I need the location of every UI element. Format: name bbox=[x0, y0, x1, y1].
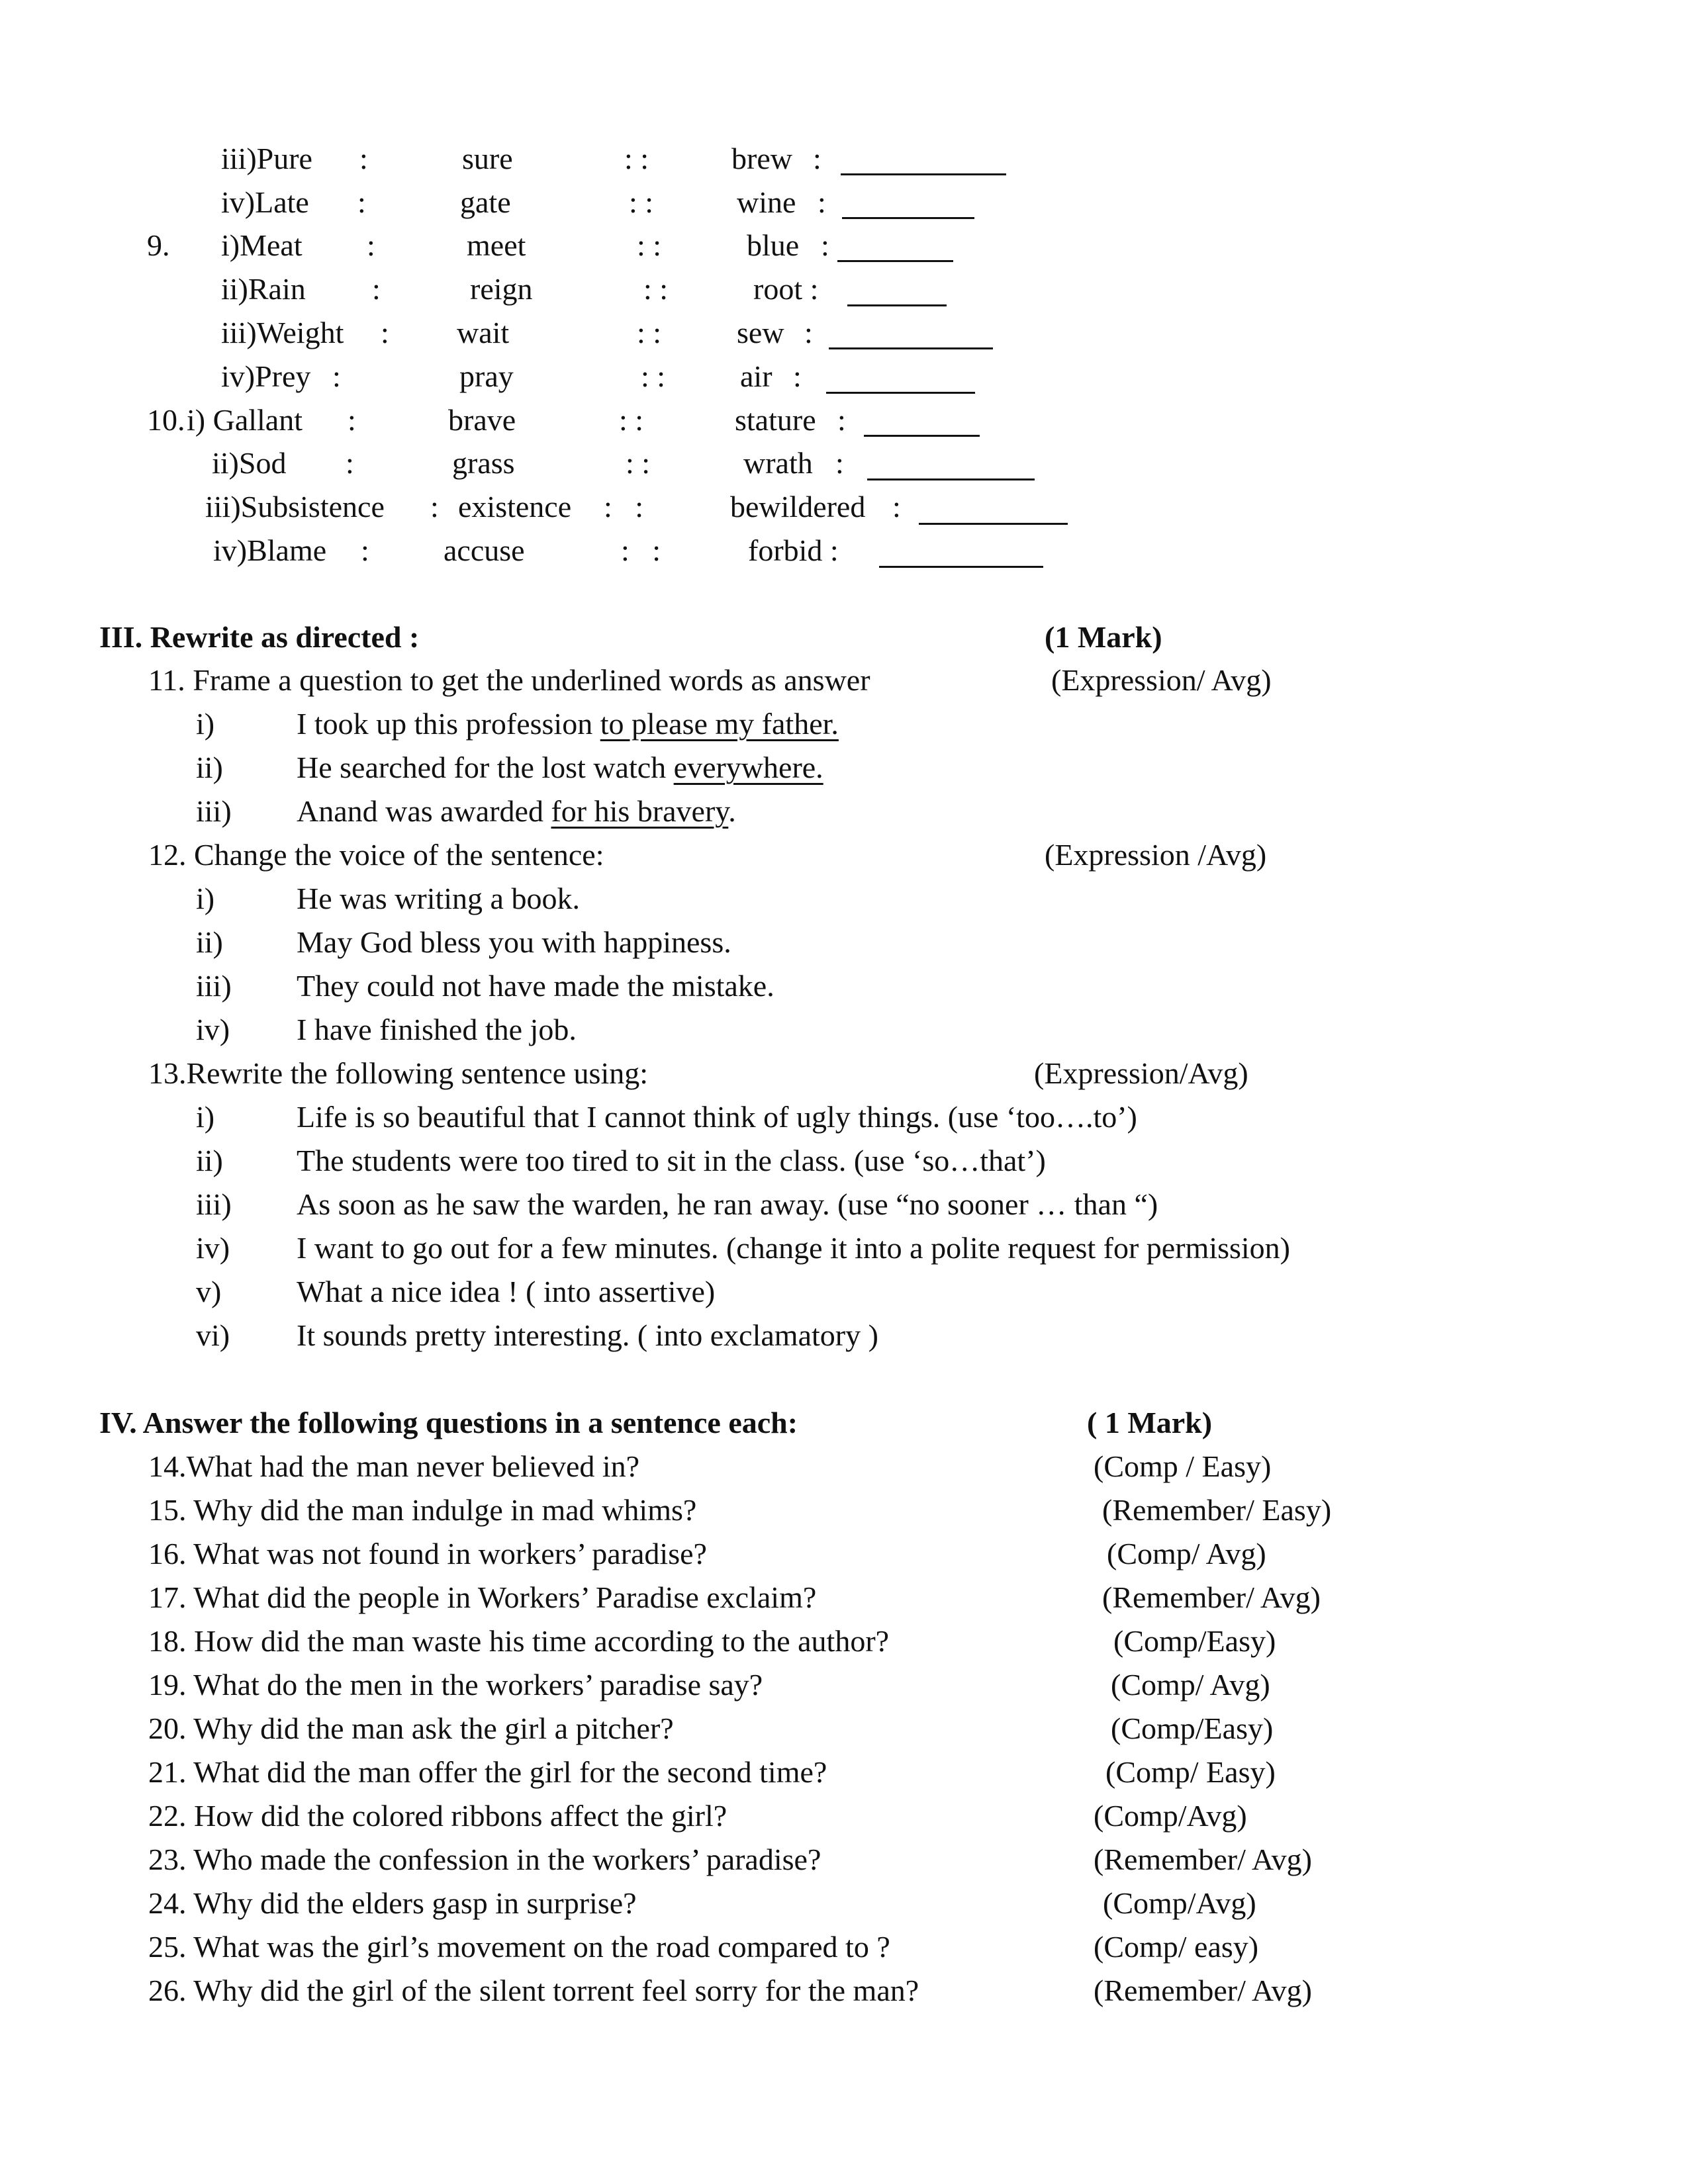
question-text: 26. Why did the girl of the silent torrent feel sorry for the man? bbox=[148, 1974, 919, 2007]
item-text: It sounds pretty interesting. ( into exclamatory ) bbox=[297, 1318, 878, 1352]
question-text: 21. What did the man offer the girl for the second time? bbox=[148, 1755, 827, 1789]
item-text-plain: He searched for the lost watch bbox=[297, 751, 674, 784]
question-text: 14.What had the man never believed in? bbox=[148, 1449, 640, 1483]
question-tag: (Expression/Avg) bbox=[1034, 1056, 1248, 1090]
question-text: 18. How did the man waste his time according to the author? bbox=[148, 1624, 890, 1658]
question-text: 11. Frame a question to get the underlined words as answer bbox=[148, 663, 870, 697]
analogy-word: brave bbox=[448, 403, 516, 437]
item-number: iii) bbox=[196, 1187, 232, 1221]
analogy-label: iv)Late bbox=[221, 185, 309, 219]
analogy-word: gate bbox=[460, 185, 511, 219]
item-number: v) bbox=[196, 1275, 222, 1308]
analogy-colon: : bbox=[892, 490, 901, 523]
analogy-word: reign bbox=[470, 272, 533, 306]
analogy-word: forbid : bbox=[748, 533, 839, 567]
item-number: ii) bbox=[196, 1144, 223, 1177]
analogy-colon: : bbox=[793, 359, 802, 393]
analogy-separator: : : bbox=[619, 403, 644, 437]
analogy-separator: : : bbox=[637, 316, 662, 349]
section-marks: ( 1 Mark) bbox=[1087, 1406, 1213, 1439]
analogy-colon: : bbox=[381, 316, 389, 349]
analogy-word: stature bbox=[735, 403, 816, 437]
underlined-answer: everywhere. bbox=[673, 751, 823, 784]
analogy-colon: : bbox=[361, 533, 369, 567]
item-number: vi) bbox=[196, 1318, 230, 1352]
item-text-plain: . bbox=[728, 794, 736, 828]
analogy-word: existence bbox=[458, 490, 572, 523]
analogy-word: air bbox=[740, 359, 773, 393]
answer-blank[interactable] bbox=[867, 478, 1035, 480]
analogy-colon: : bbox=[357, 185, 366, 219]
question-tag: (Comp/ easy) bbox=[1094, 1930, 1259, 1964]
item-number: ii) bbox=[196, 751, 223, 784]
analogy-colon: : bbox=[821, 228, 829, 262]
analogy-separator: : : bbox=[629, 185, 654, 219]
analogy-word: brew bbox=[731, 142, 792, 175]
answer-blank[interactable] bbox=[842, 217, 974, 219]
question-text: 23. Who made the confession in the workers’ paradise? bbox=[148, 1843, 821, 1876]
analogy-label: iv)Blame bbox=[213, 533, 327, 567]
analogy-word: sure bbox=[462, 142, 513, 175]
item-text: The students were too tired to sit in the class. (use ‘so…that’) bbox=[297, 1144, 1046, 1177]
question-tag: (Comp/ Easy) bbox=[1105, 1755, 1276, 1789]
answer-blank[interactable] bbox=[919, 523, 1068, 525]
analogy-label: ii)Sod bbox=[212, 446, 287, 480]
analogy-label: i) Gallant bbox=[187, 403, 303, 437]
answer-blank[interactable] bbox=[826, 392, 975, 394]
item-number: iii) bbox=[196, 969, 232, 1003]
question-tag: (Remember/ Easy) bbox=[1102, 1493, 1332, 1527]
analogy-colon: : bbox=[372, 272, 381, 306]
question-text: 12. Change the voice of the sentence: bbox=[148, 838, 604, 872]
item-text bbox=[297, 793, 736, 830]
analogy-word: grass bbox=[452, 446, 515, 480]
analogy-word: pray bbox=[459, 359, 514, 393]
analogy-colon: : bbox=[818, 185, 826, 219]
analogy-colon: : bbox=[359, 142, 368, 175]
analogy-word: wine bbox=[737, 185, 796, 219]
item-text bbox=[297, 705, 839, 743]
question-text: 24. Why did the elders gasp in surprise? bbox=[148, 1886, 637, 1920]
analogy-separator: : : bbox=[626, 446, 651, 480]
answer-blank[interactable] bbox=[837, 260, 953, 262]
question-tag: (Comp/Avg) bbox=[1103, 1886, 1256, 1920]
question-text: 16. What was not found in workers’ paradise? bbox=[148, 1537, 707, 1570]
item-number: iv) bbox=[196, 1231, 230, 1265]
item-text: They could not have made the mistake. bbox=[297, 969, 774, 1003]
item-text-plain: Anand was awarded bbox=[297, 794, 551, 828]
section-heading: III. Rewrite as directed : bbox=[99, 620, 420, 654]
item-number: iii) bbox=[196, 794, 232, 828]
analogy-word: accuse bbox=[444, 533, 525, 567]
question-tag: (Expression/ Avg) bbox=[1051, 663, 1272, 697]
analogy-label: iii)Weight bbox=[221, 316, 344, 349]
section-marks: (1 Mark) bbox=[1045, 620, 1162, 654]
item-text: He was writing a book. bbox=[297, 882, 580, 915]
item-text-plain: I took up this profession bbox=[297, 707, 600, 741]
item-text: May God bless you with happiness. bbox=[297, 925, 731, 959]
question-tag: (Remember/ Avg) bbox=[1102, 1580, 1321, 1614]
analogy-colon: : bbox=[804, 316, 813, 349]
analogy-colon: : bbox=[332, 359, 341, 393]
analogy-word: sew bbox=[737, 316, 784, 349]
answer-blank[interactable] bbox=[847, 304, 947, 306]
question-text: 17. What did the people in Workers’ Paradise exclaim? bbox=[148, 1580, 817, 1614]
analogy-label: iv)Prey bbox=[221, 359, 311, 393]
underlined-answer: to please my father. bbox=[600, 707, 839, 741]
analogy-separator: : : bbox=[643, 272, 669, 306]
item-number: i) bbox=[196, 882, 215, 915]
question-number: 10. bbox=[147, 403, 185, 437]
item-number: i) bbox=[196, 1100, 215, 1134]
analogy-colon: : bbox=[348, 403, 356, 437]
question-text: 22. How did the colored ribbons affect the girl? bbox=[148, 1799, 727, 1833]
question-text: 19. What do the men in the workers’ paradise say? bbox=[148, 1668, 763, 1702]
answer-blank[interactable] bbox=[864, 435, 980, 437]
question-tag: (Comp / Easy) bbox=[1094, 1449, 1272, 1483]
item-text: Life is so beautiful that I cannot think of ugly things. (use ‘too….to’) bbox=[297, 1100, 1137, 1134]
analogy-label: ii)Rain bbox=[221, 272, 306, 306]
question-tag: (Comp/Easy) bbox=[1111, 1711, 1274, 1745]
analogy-colon: : bbox=[813, 142, 821, 175]
analogy-separator: : : bbox=[624, 142, 649, 175]
analogy-word: wait bbox=[457, 316, 510, 349]
item-text: As soon as he saw the warden, he ran away. (use “no sooner … than “) bbox=[297, 1187, 1158, 1221]
item-number: ii) bbox=[196, 925, 223, 959]
analogy-label: iii)Pure bbox=[221, 142, 312, 175]
analogy-colon: : bbox=[835, 446, 844, 480]
analogy-colon: : bbox=[346, 446, 354, 480]
analogy-label: i)Meat bbox=[221, 228, 303, 262]
question-tag: (Comp/Easy) bbox=[1113, 1624, 1276, 1658]
analogy-separator: : : bbox=[621, 533, 661, 567]
question-tag: (Remember/ Avg) bbox=[1094, 1974, 1312, 2007]
item-number: i) bbox=[196, 707, 215, 741]
item-text: I have finished the job. bbox=[297, 1013, 577, 1046]
analogy-word: wrath bbox=[743, 446, 813, 480]
analogy-word: blue bbox=[747, 228, 800, 262]
analogy-word: meet bbox=[467, 228, 526, 262]
question-text: 13.Rewrite the following sentence using: bbox=[148, 1056, 649, 1090]
question-text: 20. Why did the man ask the girl a pitcher? bbox=[148, 1711, 674, 1745]
item-text bbox=[297, 749, 823, 786]
analogy-separator: : : bbox=[604, 490, 644, 523]
analogy-colon: : bbox=[367, 228, 375, 262]
question-text: 15. Why did the man indulge in mad whims? bbox=[148, 1493, 697, 1527]
question-tag: (Expression /Avg) bbox=[1045, 838, 1267, 872]
question-text: 25. What was the girl’s movement on the road compared to ? bbox=[148, 1930, 890, 1964]
analogy-separator: : : bbox=[637, 228, 662, 262]
analogy-separator: : : bbox=[641, 359, 666, 393]
answer-blank[interactable] bbox=[829, 347, 993, 349]
analogy-word: bewildered bbox=[730, 490, 866, 523]
question-number: 9. bbox=[147, 228, 170, 262]
question-tag: (Comp/ Avg) bbox=[1107, 1537, 1266, 1570]
analogy-colon: : bbox=[837, 403, 846, 437]
item-text: What a nice idea ! ( into assertive) bbox=[297, 1275, 716, 1308]
question-tag: (Comp/Avg) bbox=[1094, 1799, 1247, 1833]
analogy-word: root : bbox=[753, 272, 819, 306]
analogy-colon: : bbox=[430, 490, 439, 523]
analogy-label: iii)Subsistence bbox=[205, 490, 385, 523]
item-number: iv) bbox=[196, 1013, 230, 1046]
answer-blank[interactable] bbox=[879, 566, 1043, 568]
question-tag: (Remember/ Avg) bbox=[1094, 1843, 1312, 1876]
answer-blank[interactable] bbox=[841, 173, 1006, 175]
section-heading: IV. Answer the following questions in a sentence each: bbox=[99, 1406, 798, 1439]
question-tag: (Comp/ Avg) bbox=[1111, 1668, 1270, 1702]
item-text: I want to go out for a few minutes. (change it into a polite request for permission) bbox=[297, 1231, 1290, 1265]
underlined-answer: for his bravery bbox=[551, 794, 729, 828]
